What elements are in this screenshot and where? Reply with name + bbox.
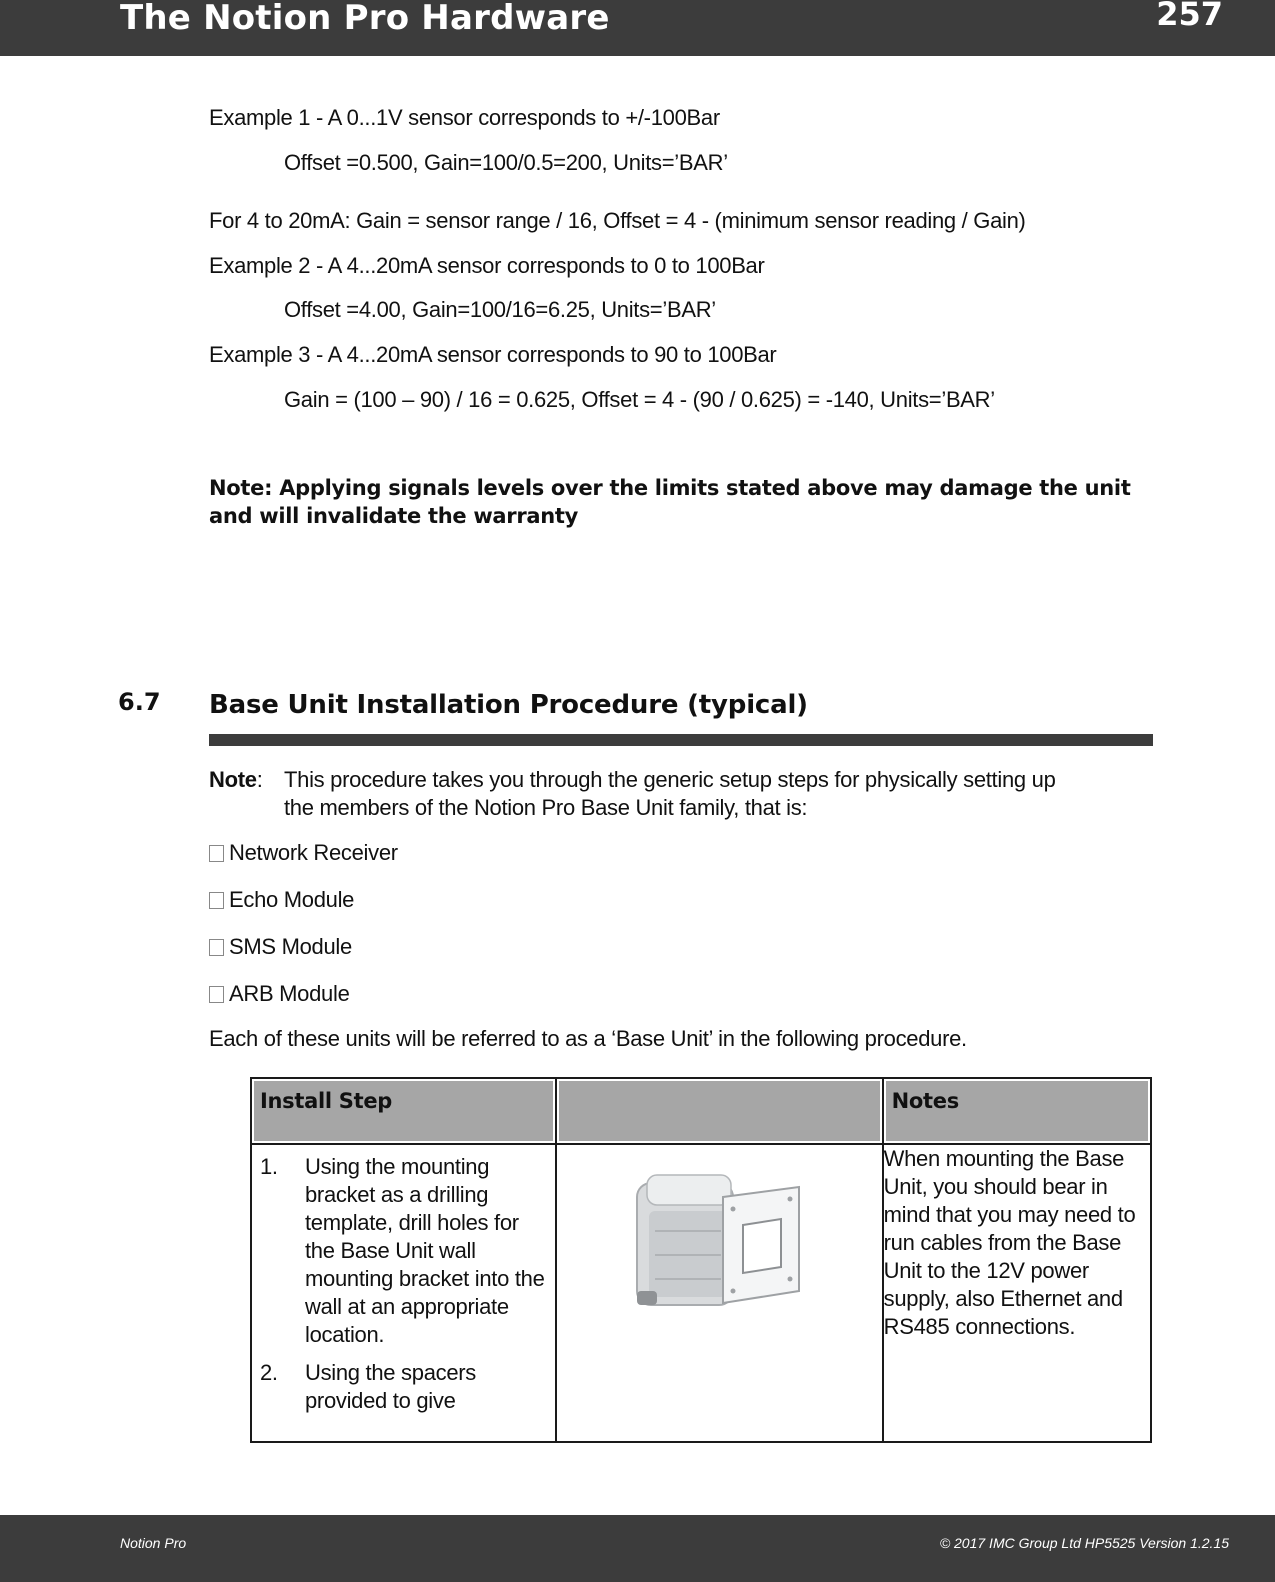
example-1-detail: Offset =0.500, Gain=100/0.5=200, Units=’BAR’ xyxy=(284,150,728,175)
header-title: The Notion Pro Hardware xyxy=(120,0,610,38)
page-header xyxy=(0,0,1275,56)
member-label: ARB Module xyxy=(229,981,350,1006)
section-number: 6.7 xyxy=(118,688,161,716)
step-item xyxy=(260,1359,549,1415)
procedure-note-line-1: This procedure takes you through the generic setup steps for physically setting up xyxy=(284,767,1056,792)
header-notes: Notes xyxy=(883,1078,1151,1144)
section-title: Base Unit Installation Procedure (typical) xyxy=(209,690,808,720)
image-cell xyxy=(556,1144,882,1442)
example-3: Example 3 - A 4...20mA sensor corresponds to 90 to 100Bar xyxy=(209,342,777,367)
table-row xyxy=(251,1144,1151,1442)
section-divider xyxy=(209,734,1153,746)
list-item xyxy=(209,933,352,961)
step-text: Using the spacers provided to give xyxy=(305,1360,476,1413)
list-item xyxy=(209,886,354,914)
checkbox-bullet-icon xyxy=(209,986,224,1003)
page-footer xyxy=(0,1515,1275,1582)
table-header-row xyxy=(251,1078,1151,1144)
example-3-detail: Gain = (100 – 90) / 16 = 0.625, Offset = 4 - (90 / 0.625) = -140, Units=’BAR’ xyxy=(284,387,995,412)
step-number: 2. xyxy=(260,1360,278,1385)
note-colon: : xyxy=(256,767,263,792)
note-label: Note xyxy=(209,767,257,792)
notes-cell: When mounting the Base Unit, you should bear in mind that you may need to run cables from the Base Unit to the 12V power supply, also Ethernet and RS485 connections. xyxy=(883,1144,1151,1442)
step-number: 1. xyxy=(260,1154,278,1179)
checkbox-bullet-icon xyxy=(209,939,224,956)
step-text: Using the mounting bracket as a drilling template, drill holes for the Base Unit wall mounting bracket into the wall at an appropriate location. xyxy=(305,1154,545,1347)
header-install-step: Install Step xyxy=(251,1078,556,1144)
install-steps-table xyxy=(250,1077,1152,1443)
formula-4-20ma: For 4 to 20mA: Gain = sensor range / 16, Offset = 4 - (minimum sensor reading / Gain) xyxy=(209,208,1026,233)
list-item xyxy=(209,839,398,867)
member-label: SMS Module xyxy=(229,934,352,959)
page-number: 257 xyxy=(1156,0,1223,33)
base-unit-bracket-image xyxy=(633,1171,813,1311)
example-2: Example 2 - A 4...20mA sensor corresponds to 0 to 100Bar xyxy=(209,253,765,278)
procedure-note xyxy=(209,766,263,794)
member-label: Network Receiver xyxy=(229,840,398,865)
footer-product: Notion Pro xyxy=(120,1535,187,1551)
member-label: Echo Module xyxy=(229,887,355,912)
checkbox-bullet-icon xyxy=(209,892,224,909)
steps-cell xyxy=(251,1144,556,1442)
list-item xyxy=(209,980,350,1008)
header-image xyxy=(556,1078,882,1144)
checkbox-bullet-icon xyxy=(209,845,224,862)
example-1: Example 1 - A 0...1V sensor corresponds to +/-100Bar xyxy=(209,105,720,130)
procedure-note-line-2: the members of the Notion Pro Base Unit family, that is: xyxy=(284,795,808,820)
closing-sentence: Each of these units will be referred to as a ‘Base Unit’ in the following procedure. xyxy=(209,1026,967,1051)
warning-note: Note: Applying signals levels over the limits stated above may damage the unit and will invalidate the warranty xyxy=(209,476,1131,528)
step-item xyxy=(260,1153,549,1349)
example-2-detail: Offset =4.00, Gain=100/16=6.25, Units=’BAR’ xyxy=(284,297,716,322)
footer-copyright: © 2017 IMC Group Ltd HP5525 Version 1.2.15 xyxy=(939,1535,1229,1551)
